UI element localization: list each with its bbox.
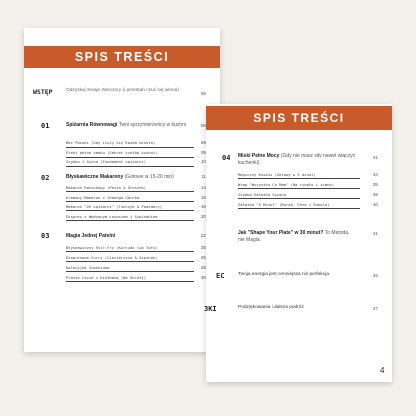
list-item-page: 38 xyxy=(372,192,378,197)
divider xyxy=(66,220,194,221)
divider xyxy=(66,191,194,192)
list-item: Proste Leczo z Kiełbasą (Na Skróty) xyxy=(66,275,147,280)
list-item: Szybko i Sucho (Fundament spiżarni) xyxy=(66,159,147,164)
list-item-page: 35 xyxy=(372,182,378,187)
section-title: Błyskawiczne Makarony xyxy=(66,174,124,180)
divider xyxy=(66,201,194,202)
list-item: Błyskawiczny Stir-Fry (Kurczak lub Tofu) xyxy=(66,245,158,250)
section-heading xyxy=(66,233,192,240)
intro-label: WSTĘP xyxy=(33,88,53,96)
section-heading xyxy=(66,122,192,129)
note-text: Podziękowania i dalsza podróż xyxy=(238,305,304,310)
list-item-page: 30 xyxy=(200,275,206,280)
section-subtitle: Twoi sprzymierzeńcy w kuchni xyxy=(118,122,186,128)
section-subtitle: (Gdy nie masz siły nawet włączyć kuchenki) xyxy=(238,153,356,166)
list-item: Efekt pełne smaku (Sekret szefów kuchni) xyxy=(66,150,158,155)
section-number: 02 xyxy=(41,174,50,182)
divider xyxy=(238,188,360,189)
list-item-page: 34 xyxy=(372,172,378,177)
list-item-page: 09 xyxy=(200,150,206,155)
section-subtitle: To Metoda, nie Magia. xyxy=(238,230,350,243)
list-item: Magiczny Kuskus (Gotowy w 5 minut) xyxy=(238,172,316,177)
note-page: 46 xyxy=(372,273,378,278)
toc-page-right xyxy=(206,104,392,382)
section-heading xyxy=(66,174,192,181)
section-number: 04 xyxy=(222,154,231,162)
section-heading xyxy=(238,153,356,166)
list-item: Szybka Sałatka Sycąca xyxy=(238,192,287,197)
list-item-page: 16 xyxy=(200,195,206,200)
divider xyxy=(238,208,360,209)
list-item-page: 18 xyxy=(200,204,206,209)
section-marker: EC xyxy=(216,272,225,280)
section-page: 11 xyxy=(201,174,206,179)
divider xyxy=(66,271,194,272)
section-number: 03 xyxy=(41,232,50,240)
divider xyxy=(66,147,194,148)
divider xyxy=(66,166,194,167)
list-item-page: 10 xyxy=(200,159,206,164)
section-title: Spiżarnia Równowagi xyxy=(66,122,118,128)
section-title: Jak "Shape Your Plate" w 30 minut? xyxy=(238,230,324,236)
intro-page: 05 xyxy=(200,91,206,96)
list-item-page: 14 xyxy=(200,185,206,190)
list-item: Kremowy Makaron z Jednego Garnka xyxy=(66,195,140,200)
list-item-page: 26 xyxy=(200,255,206,260)
list-item: Ekspresowe Curry (Ciecierzyca & Szpinak) xyxy=(66,255,158,260)
list-item: Ekspres z Wędzonym Łososiem i Szpinakiem xyxy=(66,214,158,219)
section-page: 22 xyxy=(200,233,206,238)
list-item: Makaron Ratunkowy (Pesto & Groszek) xyxy=(66,185,147,190)
list-item: Makaron "Ze spiżarni" (Tuńczyk & Pomidory) xyxy=(66,204,163,209)
toc-title-banner: SPIS TREŚCI xyxy=(24,46,220,68)
section-page: 41 xyxy=(372,231,378,236)
list-item-page: 28 xyxy=(200,265,206,270)
section-marker: 3KI xyxy=(204,305,217,313)
section-heading xyxy=(238,230,356,243)
list-item-page: 20 xyxy=(200,214,206,219)
divider xyxy=(66,251,194,252)
section-number: 01 xyxy=(41,122,50,130)
list-item: Moc Pasuki (Gdy Liczy się Każda minuta) xyxy=(66,140,156,145)
section-page: 31 xyxy=(372,155,378,160)
divider xyxy=(66,210,194,211)
divider xyxy=(238,198,360,199)
divider xyxy=(238,178,360,179)
page-number: 4 xyxy=(380,366,385,375)
toc-page-left xyxy=(24,28,220,352)
section-title: Miski Pełne Mocy xyxy=(238,153,280,159)
list-item-page: 25 xyxy=(200,245,206,250)
divider xyxy=(66,261,194,262)
intro-text: Odzyskaj Swoje Wieczory (i przestań czuć się winna) xyxy=(66,88,180,93)
list-item-page: 08 xyxy=(200,140,206,145)
section-subtitle: (Gotowe w 15-20 min) xyxy=(124,174,174,180)
section-title: Magia Jednej Patelni xyxy=(66,233,116,239)
divider xyxy=(66,281,194,282)
list-item: Sałatka "5 Minut" (Burak, Feta i Rukola) xyxy=(238,202,330,207)
list-item-page: 40 xyxy=(372,202,378,207)
note-page: 47 xyxy=(372,306,378,311)
section-page: 06 xyxy=(200,123,206,128)
list-item: Wrap "Wszystko Co Mam" (Na ciepło i zimno) xyxy=(238,182,335,187)
note-text: Twoja energia jest cenniejsza niż perfekcja. xyxy=(238,272,331,277)
list-item: Kolacyjka Szakszuka xyxy=(66,265,110,270)
divider xyxy=(66,157,194,158)
toc-title-banner: SPIS TREŚCI xyxy=(206,106,392,130)
